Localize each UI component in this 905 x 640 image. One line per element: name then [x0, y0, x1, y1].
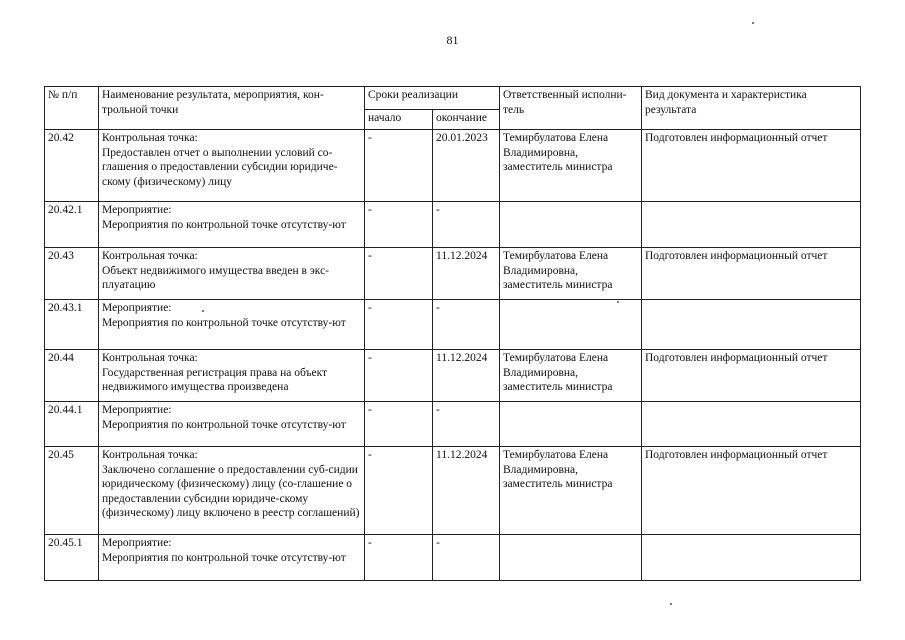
row-document: Подготовлен информационный отчет [642, 248, 861, 300]
row-start: - [365, 248, 433, 300]
row-end: - [433, 202, 500, 248]
row-responsible: Темирбулатова Елена Владимировна, заместитель министра [500, 447, 642, 535]
row-responsible [500, 402, 642, 447]
row-name [99, 535, 365, 581]
row-end: 11.12.2024 [433, 248, 500, 300]
row-title: Мероприятие: [102, 537, 172, 549]
row-description: Заключено соглашение о предоставлении суб-сидии юридическому (физическому) лицу (со-глашение о предоставлении субсидии юридиче-скому (физическому) лицу включено в реестр соглашений) [102, 463, 360, 519]
table-row [45, 300, 861, 350]
header-name: Наименование результата, мероприятия, кон-трольной точки [99, 87, 365, 130]
row-title: Контрольная точка: [102, 352, 198, 364]
row-name [99, 447, 365, 535]
scan-speck [752, 22, 754, 24]
row-number: 20.43 [45, 248, 99, 300]
row-number: 20.45 [45, 447, 99, 535]
scan-speck [617, 301, 619, 303]
row-responsible [500, 535, 642, 581]
scan-speck [670, 603, 672, 605]
row-responsible: Темирбулатова Елена Владимировна, заместитель министра [500, 130, 642, 202]
row-number: 20.43.1 [45, 300, 99, 350]
row-name [99, 350, 365, 402]
row-description: Объект недвижимого имущества введен в экс-плуатацию [102, 264, 330, 291]
header-terms: Сроки реализации [365, 87, 500, 110]
table-row [45, 248, 861, 300]
row-title: Контрольная точка: [102, 250, 198, 262]
row-responsible: Темирбулатова Елена Владимировна, заместитель министра [500, 350, 642, 402]
row-end: 20.01.2023 [433, 130, 500, 202]
row-name [99, 130, 365, 202]
row-name [99, 300, 365, 350]
row-document [642, 300, 861, 350]
row-responsible [500, 202, 642, 248]
row-title: Контрольная точка: [102, 132, 198, 144]
table-row [45, 535, 861, 581]
row-description: Государственная регистрация права на объект недвижимого имущества произведена [102, 366, 328, 393]
row-document: Подготовлен информационный отчет [642, 130, 861, 202]
row-title: Контрольная точка: [102, 449, 198, 461]
row-description: Мероприятия по контрольной точке отсутству-ют [102, 551, 346, 564]
header-start: начало [365, 110, 433, 130]
header-no: № п/п [45, 87, 99, 130]
row-end: 11.12.2024 [433, 350, 500, 402]
row-title: Мероприятие: [102, 302, 172, 314]
row-number: 20.44.1 [45, 402, 99, 447]
row-description: Мероприятия по контрольной точке отсутству-ют [102, 418, 346, 431]
row-description: Мероприятия по контрольной точке отсутству-ют [102, 316, 346, 329]
row-start: - [365, 130, 433, 202]
header-responsible: Ответственный исполни-тель [500, 87, 642, 130]
row-start: - [365, 350, 433, 402]
row-end: - [433, 300, 500, 350]
row-number: 20.42.1 [45, 202, 99, 248]
header-document: Вид документа и характеристика результата [642, 87, 861, 130]
row-document [642, 535, 861, 581]
row-name [99, 248, 365, 300]
row-document: Подготовлен информационный отчет [642, 350, 861, 402]
plan-table [44, 86, 861, 581]
table-row [45, 447, 861, 535]
row-start: - [365, 402, 433, 447]
header-end: окончание [433, 110, 500, 130]
row-end: 11.12.2024 [433, 447, 500, 535]
row-title: Мероприятие: [102, 204, 172, 216]
row-document [642, 202, 861, 248]
row-name [99, 402, 365, 447]
row-description: Предоставлен отчет о выполнении условий со-глашения о предоставлении субсидии юридиче-скому (физическому) лицу [102, 146, 338, 188]
row-title: Мероприятие: [102, 404, 172, 416]
row-start: - [365, 202, 433, 248]
row-name [99, 202, 365, 248]
row-number: 20.45.1 [45, 535, 99, 581]
row-number: 20.42 [45, 130, 99, 202]
row-responsible [500, 300, 642, 350]
row-start: - [365, 535, 433, 581]
table-row [45, 130, 861, 202]
row-number: 20.44 [45, 350, 99, 402]
row-end: - [433, 402, 500, 447]
row-end: - [433, 535, 500, 581]
page-number: 81 [446, 33, 459, 47]
row-responsible: Темирбулатова Елена Владимировна, заместитель министра [500, 248, 642, 300]
row-start: - [365, 447, 433, 535]
scan-speck [202, 310, 204, 312]
table-row [45, 350, 861, 402]
table-row [45, 202, 861, 248]
row-document: Подготовлен информационный отчет [642, 447, 861, 535]
row-start: - [365, 300, 433, 350]
row-description: Мероприятия по контрольной точке отсутству-ют [102, 218, 346, 231]
table-row [45, 402, 861, 447]
row-document [642, 402, 861, 447]
